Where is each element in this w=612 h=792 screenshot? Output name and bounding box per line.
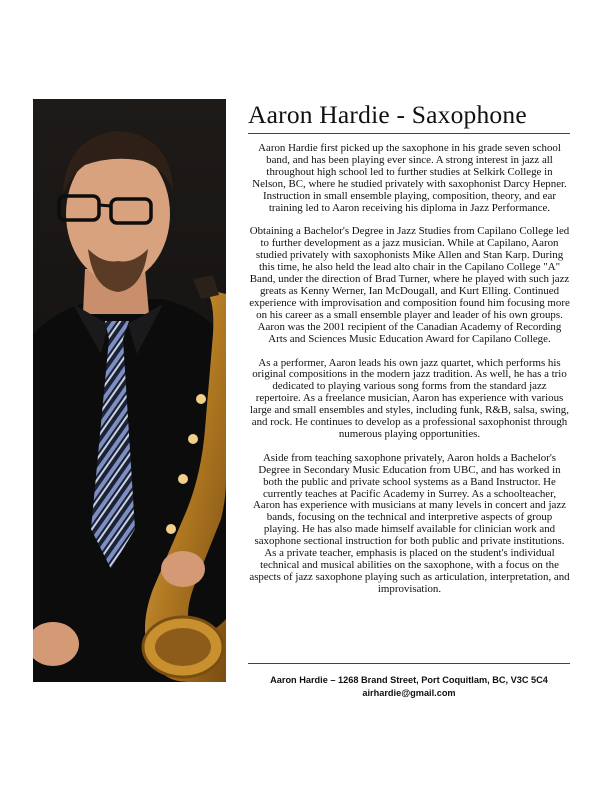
saxophone-key bbox=[196, 394, 206, 404]
portrait-illustration bbox=[33, 99, 226, 682]
right-hand bbox=[161, 551, 205, 587]
biography bbox=[249, 143, 570, 608]
contact-email[interactable]: airhardie@gmail.com bbox=[362, 688, 456, 698]
bio-paragraph: Aside from teaching saxophone privately, Aaron holds a Bachelor's Degree in Secondary Music Education from UBC, and has worked in both the public and private school systems as a Band Instructor. He currently teaches at Pacific Academy in Surrey. As a schoolteacher, Aaron has experience with musicians at many levels in concert and jazz bands, focusing on the technical and interpretive aspects of group playing. He has also made himself available for clinician work and saxophone sectional instruction for both public and private institutions. As a private teacher, emphasis is placed on the student's individual technical and musical abilities on the saxophone, with a focus on the aspects of jazz saxophone playing such as articulation, interpretation, and improvisation. bbox=[249, 451, 570, 595]
contact-address: Aaron Hardie – 1268 Brand Street, Port Coquitlam, BC, V3C 5C4 bbox=[270, 675, 548, 685]
portrait-photo bbox=[33, 99, 226, 682]
bio-paragraph: As a performer, Aaron leads his own jazz quartet, which performs his original compositions in the modern jazz tradition. As well, he has a trio dedicated to playing various song forms from the standard jazz repertoire. As a freelance musician, Aaron has experience with various large and small ensembles and styles, including funk, R&B, salsa, swing, and rock. He continues to develop as a professional saxophonist through numerous playing opportunities. bbox=[250, 356, 569, 440]
footer-divider bbox=[248, 663, 570, 664]
saxophone-key bbox=[166, 524, 176, 534]
glasses-bridge bbox=[99, 205, 111, 206]
saxophone-bell-inner bbox=[155, 628, 211, 666]
saxophone-key bbox=[188, 434, 198, 444]
bio-paragraph: Obtaining a Bachelor's Degree in Jazz Studies from Capilano College led to further development as a jazz musician. While at Capilano, Aaron studied privately with saxophonists Mike Allen and Stan Karp. During this time, he also held the lead alto chair in the Capilano College "A" Band, under the direction of Brad Turner, where he played with such jazz greats as Kenny Werner, Ian McDougall, and Kurt Elling. Continued experience with improvisation and composition found him focusing more on his career as a small ensemble player and leader of his own groups. Aaron was the 2001 recipient of the Canadian Academy of Recording Arts and Sciences Music Education Award for Capilano College. bbox=[249, 225, 570, 345]
title-divider bbox=[248, 133, 570, 134]
bio-paragraph: Aaron Hardie first picked up the saxophone in his grade seven school band, and has been playing ever since. A strong interest in jazz all throughout high school led to further studies at Selkirk College in Nelson, BC, where he studied privately with saxophonist Darcy Hepner. Instruction in small ensemble playing, composition, theory, and ear training led to Aaron receiving his diploma in Jazz Performance. bbox=[252, 142, 567, 214]
page-title: Aaron Hardie - Saxophone bbox=[248, 100, 527, 129]
contact-footer bbox=[248, 674, 570, 700]
saxophone-key bbox=[178, 474, 188, 484]
